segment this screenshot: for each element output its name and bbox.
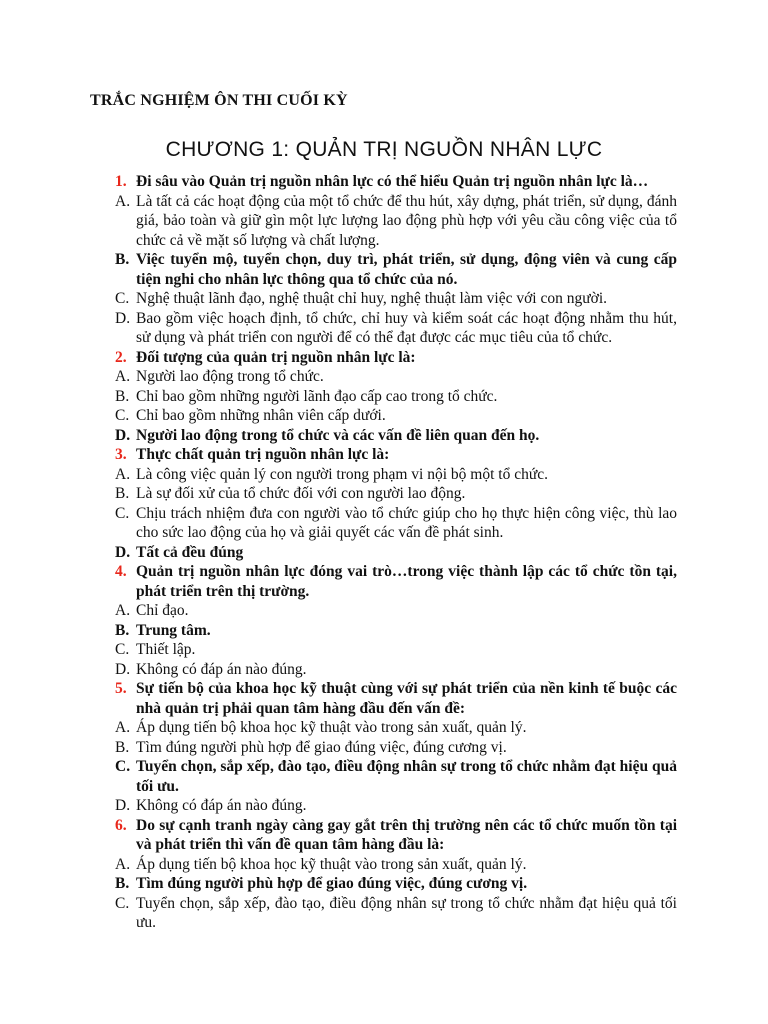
question-list [115,172,677,933]
option-text: Chịu trách nhiệm đưa con người vào tổ chức giúp cho họ thực hiện công việc, thù lao cho sức lao động của họ và giải quyết các vấn đề phát sinh. [136,504,677,541]
question-number: 2. [115,348,127,366]
option-letter: D. [115,426,131,444]
answer-option [115,309,677,348]
option-text: Người lao động trong tổ chức và các vấn đề liên quan đến họ. [136,426,540,444]
answer-option-correct [115,874,677,894]
option-letter: B. [115,875,130,892]
question-text: Quản trị nguồn nhân lực đóng vai trò…trong việc thành lập các tổ chức tồn tại, phát triển trên thị trường. [136,563,677,600]
option-letter: C. [115,504,130,522]
option-letter: A. [115,192,131,210]
option-letter: D. [115,797,131,814]
answer-option [115,601,677,621]
answer-option [115,640,677,660]
option-text: Chỉ bao gồm những nhân viên cấp dưới. [136,407,386,424]
option-text: Chỉ bao gồm những người lãnh đạo cấp cao trong tổ chức. [136,387,498,405]
answer-option-correct [115,621,677,641]
option-letter: B. [115,621,130,639]
question-number: 4. [115,563,127,580]
question-item [115,816,677,855]
answer-option-correct [115,757,677,796]
question-text: Thực chất quản trị nguồn nhân lực là: [136,446,390,463]
option-letter: C. [115,290,130,307]
option-letter: C. [115,641,130,658]
question-number: 1. [115,173,127,190]
option-text: Tìm đúng người phù hợp để giao đúng việc, đúng cương vị. [136,738,507,756]
chapter-title: CHƯƠNG 1: QUẢN TRỊ NGUỒN NHÂN LỰC [165,138,603,161]
option-text: Không có đáp án nào đúng. [136,660,307,678]
option-letter: A. [115,602,131,619]
answer-option [115,894,677,933]
option-letter: C. [115,758,131,775]
option-text: Người lao động trong tổ chức. [136,368,324,385]
question-text: Đi sâu vào Quản trị nguồn nhân lực có thể hiểu Quản trị nguồn nhân lực là… [136,173,649,190]
answer-option [115,718,677,738]
option-letter: A. [115,855,131,873]
option-letter: B. [115,251,130,268]
answer-option [115,387,677,407]
option-text: Không có đáp án nào đúng. [136,797,307,814]
option-letter: A. [115,465,131,483]
option-letter: D. [115,543,131,561]
answer-option [115,484,677,504]
question-item [115,172,677,192]
option-letter: C. [115,407,130,424]
answer-option-correct [115,426,677,446]
option-text: Tìm đúng người phù hợp để giao đúng việc, đúng cương vị. [136,875,528,892]
answer-option [115,855,677,875]
option-text: Chỉ đạo. [136,602,189,619]
document-header-title: TRẮC NGHIỆM ÔN THI CUỐI KỲ [90,92,348,109]
question-text: Do sự cạnh tranh ngày càng gay gắt trên thị trường nên các tổ chức muốn tồn tại và phát triển thì vấn đề quan tâm hàng đầu là: [136,816,677,853]
answer-option-correct [115,250,677,289]
option-text: Là công việc quản lý con người trong phạm vi nội bộ một tổ chức. [136,465,548,483]
option-text: Việc tuyển mộ, tuyển chọn, duy trì, phát triển, sử dụng, động viên và cung cấp tiện nghi cho nhân lực thông qua tổ chức của nó. [136,251,677,288]
option-text: Trung tâm. [136,621,211,639]
option-text: Bao gồm việc hoạch định, tổ chức, chỉ huy và kiểm soát các hoạt động nhằm thu hút, sử dụng và phát triển con người để có thể đạt được các mục tiêu của tổ chức. [136,309,677,346]
option-letter: B. [115,738,130,756]
answer-option [115,406,677,426]
option-text: Tất cả đều đúng [136,543,244,561]
answer-option [115,738,677,758]
answer-option [115,367,677,387]
answer-option [115,504,677,543]
option-letter: B. [115,387,130,405]
answer-option-correct [115,543,677,563]
question-item [115,348,677,368]
option-letter: B. [115,485,130,502]
question-text: Sự tiến bộ của khoa học kỹ thuật cùng với sự phát triển của nền kinh tế buộc các nhà quản trị phải quan tâm hàng đầu đến vấn đề: [136,680,677,717]
option-letter: D. [115,660,131,678]
question-text: Đối tượng của quản trị nguồn nhân lực là: [136,348,416,366]
option-letter: A. [115,368,131,385]
option-letter: D. [115,309,131,327]
question-item [115,562,677,601]
question-item [115,679,677,718]
question-number: 6. [115,816,127,834]
question-number: 5. [115,680,127,697]
answer-option [115,465,677,485]
question-number: 3. [115,446,127,463]
option-text: Thiết lập. [136,641,196,658]
answer-option [115,796,677,816]
answer-option [115,289,677,309]
option-text: Áp dụng tiến bộ khoa học kỹ thuật vào trong sản xuất, quản lý. [136,719,527,736]
answer-option [115,192,677,251]
option-letter: A. [115,719,131,736]
option-text: Áp dụng tiến bộ khoa học kỹ thuật vào trong sản xuất, quản lý. [136,855,527,873]
option-text: Nghệ thuật lãnh đạo, nghệ thuật chỉ huy, nghệ thuật làm việc với con người. [136,290,608,307]
option-text: Tuyển chọn, sắp xếp, đào tạo, điều động nhân sự trong tổ chức nhằm đạt hiệu quả tối ưu. [136,758,677,795]
answer-option [115,660,677,680]
option-text: Tuyển chọn, sắp xếp, đào tạo, điều động nhân sự trong tổ chức nhằm đạt hiệu quả tối ưu. [136,894,677,931]
option-text: Là sự đối xử của tổ chức đối với con người lao động. [136,485,466,502]
option-text: Là tất cả các hoạt động của một tổ chức để thu hút, xây dựng, phát triển, sử dụng, đánh giá, bảo toàn và giữ gìn một lực lượng lao động phù hợp với yêu cầu công việc của tổ chức cả về mặt số lượng và chất lượng. [136,192,677,249]
option-letter: C. [115,894,130,912]
question-item [115,445,677,465]
